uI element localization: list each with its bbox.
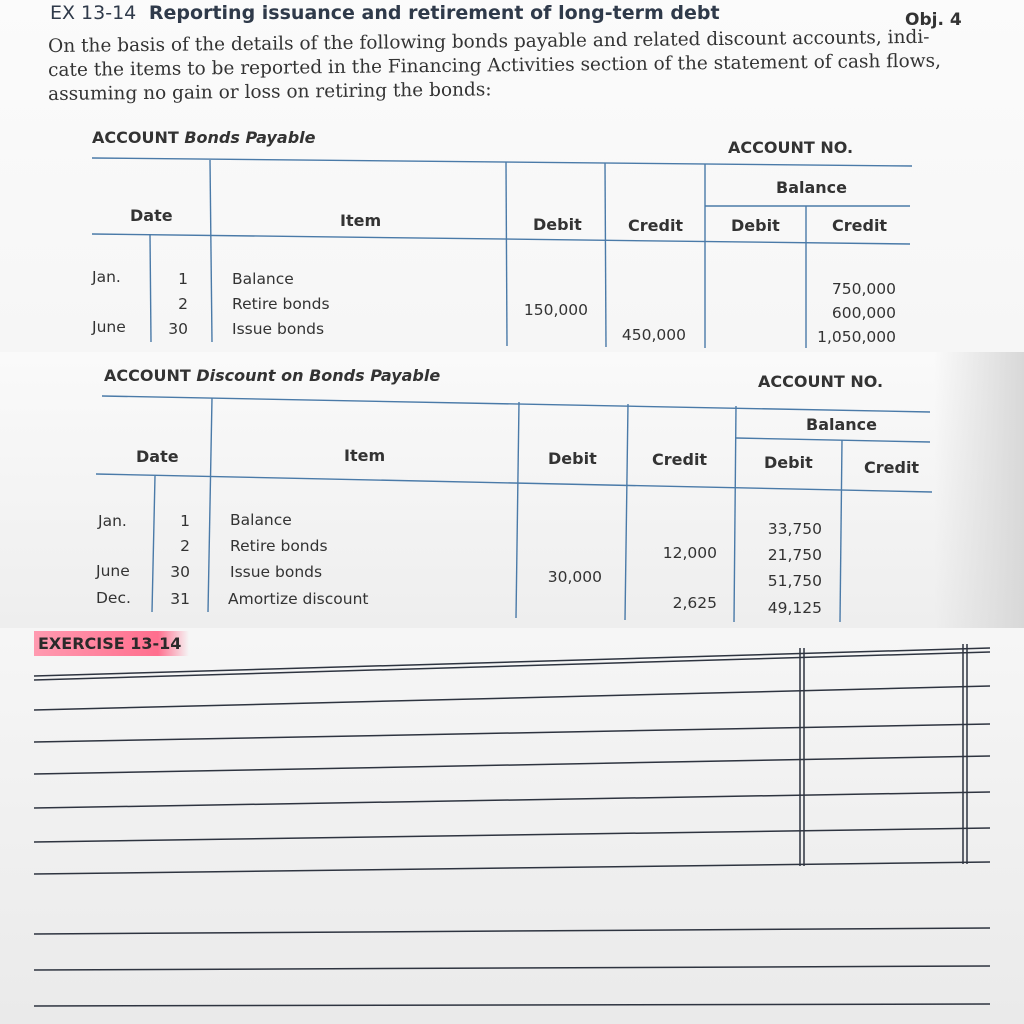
- row-day: 2: [180, 537, 190, 555]
- row-balance-debit: 21,750: [767, 546, 822, 564]
- credit-header: Credit: [628, 216, 684, 235]
- account-name: Bonds Payable: [184, 128, 316, 147]
- balance-header: Balance: [806, 415, 877, 434]
- row-day: 2: [178, 295, 188, 313]
- row-item: Issue bonds: [232, 320, 325, 338]
- row-debit: 30,000: [547, 568, 602, 586]
- row-day: 31: [170, 590, 190, 608]
- exercise-number: EX 13-14: [50, 2, 137, 24]
- answer-rule: [34, 652, 990, 680]
- ledger-rule: [625, 404, 628, 620]
- row-item: Retire bonds: [232, 295, 330, 313]
- account-number-label: ACCOUNT NO.: [728, 138, 854, 157]
- ledger-rule: [210, 160, 212, 342]
- row-month: June: [96, 562, 130, 580]
- answer-rule: [34, 862, 990, 874]
- exercise-title-text: Reporting issuance and retirement of long-term debt: [148, 2, 720, 24]
- answer-rule: [34, 1004, 990, 1006]
- row-day: 1: [180, 512, 190, 530]
- answer-rule: [34, 928, 990, 934]
- account-label: ACCOUNT: [104, 366, 191, 385]
- balance-debit-header: Debit: [764, 453, 813, 472]
- date-header: Date: [136, 447, 179, 466]
- row-balance-credit: 600,000: [831, 304, 896, 322]
- answer-rule: [34, 828, 990, 842]
- discount-ledger-panel: [0, 352, 1024, 628]
- discount-ledger-grid: [0, 352, 1024, 628]
- row-balance-debit: 33,750: [767, 520, 822, 538]
- answer-rule: [34, 756, 990, 774]
- balance-debit-header: Debit: [731, 216, 780, 235]
- account-name: Discount on Bonds Payable: [196, 366, 441, 385]
- ledger-rule: [96, 474, 932, 492]
- row-item: Balance: [232, 270, 294, 288]
- row-balance-credit: 750,000: [831, 280, 896, 298]
- instruction-line: On the basis of the details of the following bonds payable and related discount accounts, indi-: [48, 26, 930, 57]
- balance-header: Balance: [776, 178, 847, 197]
- ledger-rule: [840, 440, 842, 622]
- row-day: 30: [168, 320, 188, 338]
- balance-credit-header: Credit: [832, 216, 888, 235]
- ledger-rule: [102, 396, 930, 412]
- instruction-line: assuming no gain or loss on retiring the bonds:: [48, 79, 492, 105]
- row-credit: 450,000: [621, 326, 686, 344]
- row-month: June: [92, 318, 126, 336]
- debit-header: Debit: [533, 215, 582, 234]
- objective-label: Obj. 4: [905, 10, 962, 30]
- account-label: ACCOUNT: [92, 128, 179, 147]
- row-balance-debit: 51,750: [767, 572, 822, 590]
- row-item: Amortize discount: [228, 590, 369, 608]
- exercise-tag: EXERCISE 13-14: [34, 631, 189, 656]
- row-month: Jan.: [98, 512, 127, 530]
- item-header: Item: [340, 211, 382, 230]
- item-header: Item: [344, 446, 386, 465]
- ledger-rule: [92, 234, 910, 244]
- row-item: Balance: [230, 511, 292, 529]
- row-credit: 12,000: [662, 544, 717, 562]
- row-item: Retire bonds: [230, 537, 328, 555]
- ledger-rule: [208, 398, 212, 612]
- row-credit: 2,625: [672, 594, 717, 612]
- account-title: [92, 128, 316, 147]
- answer-rule: [34, 686, 990, 710]
- row-month: Jan.: [92, 268, 121, 286]
- instruction-line: cate the items to be reported in the Financing Activities section of the statement of cash flows,: [48, 50, 942, 81]
- date-header: Date: [130, 206, 173, 225]
- row-balance-debit: 49,125: [767, 599, 822, 617]
- row-day: 30: [170, 563, 190, 581]
- ledger-rule: [736, 438, 930, 442]
- row-day: 1: [178, 270, 188, 288]
- debit-header: Debit: [548, 449, 597, 468]
- row-debit: 150,000: [523, 301, 588, 319]
- credit-header: Credit: [652, 450, 708, 469]
- row-month: Dec.: [96, 589, 131, 607]
- exercise-header-panel: [0, 0, 1024, 352]
- balance-credit-header: Credit: [864, 458, 920, 477]
- answer-sheet-grid: [0, 628, 1024, 1024]
- row-balance-credit: 1,050,000: [817, 328, 896, 346]
- ledger-rule: [92, 158, 912, 166]
- ledger-rule: [605, 163, 606, 347]
- answer-sheet-panel: [0, 628, 1024, 1024]
- row-item: Issue bonds: [230, 563, 323, 581]
- answer-rule: [34, 724, 990, 742]
- answer-rule: [34, 792, 990, 808]
- account-title: [104, 366, 440, 385]
- answer-rule: [34, 966, 990, 970]
- account-number-label: ACCOUNT NO.: [758, 372, 884, 391]
